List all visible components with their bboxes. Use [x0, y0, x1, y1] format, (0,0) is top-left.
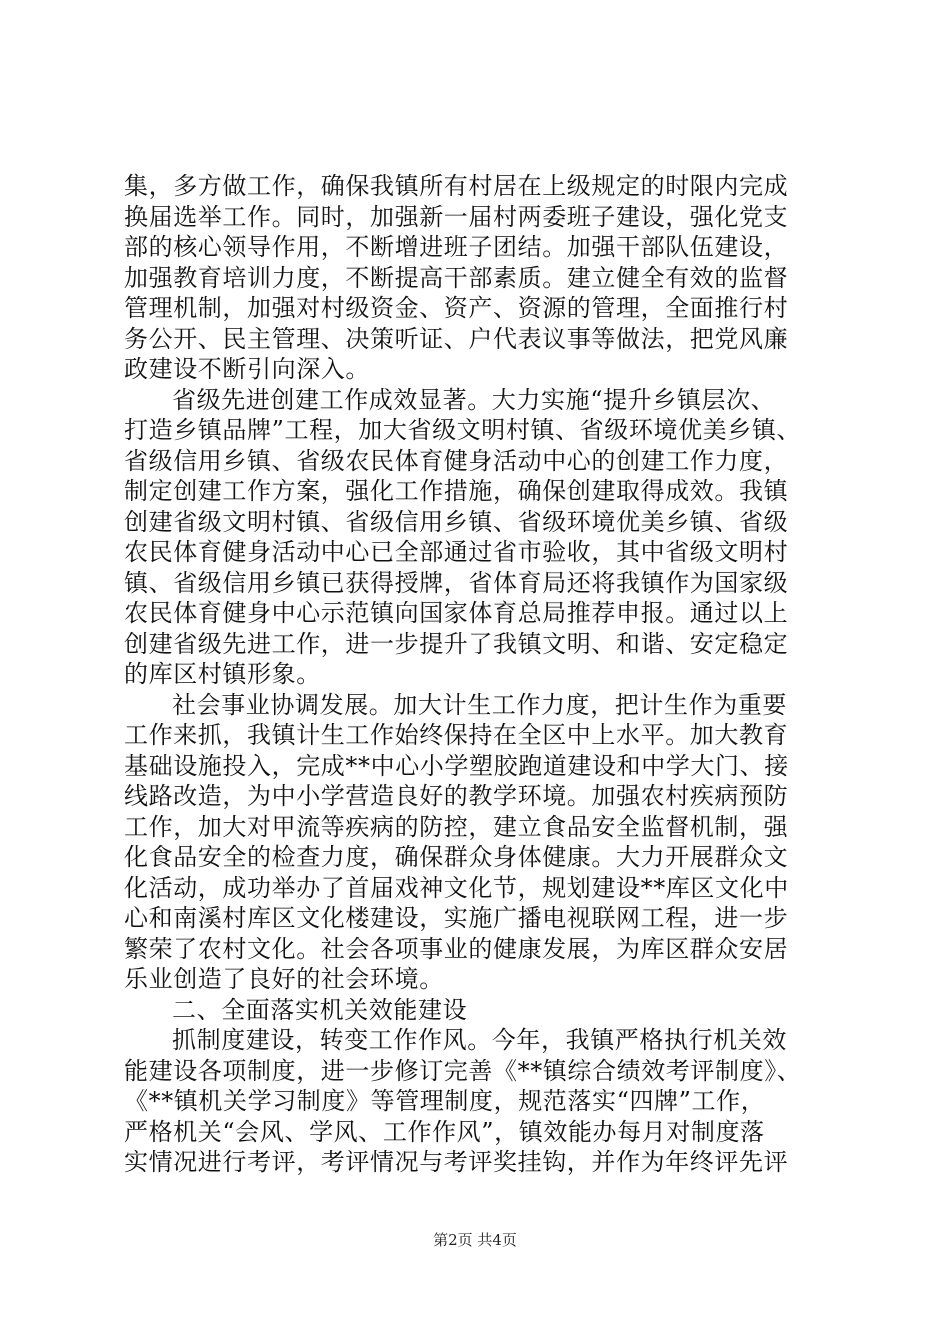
text-line: 《**镇机关学习制度》等管理制度，规范落实“四牌”工作，: [124, 1087, 766, 1115]
text-line: 农民体育健身中心示范镇向国家体育总局推荐申报。通过以上: [124, 599, 789, 627]
text-line: 的库区村镇形象。: [124, 660, 321, 688]
section-heading: 二、全面落实机关效能建设: [172, 995, 468, 1024]
text-line: 省级信用乡镇、省级农民体育健身活动中心的创建工作力度，: [124, 446, 789, 475]
text-line: 工作来抓，我镇计生工作始终保持在全区中上水平。加大教育: [124, 721, 789, 749]
text-line: 严格机关“会风、学风、工作作风”，镇效能办每月对制度落: [124, 1117, 765, 1146]
text-line: 乐业创造了良好的社会环境。: [124, 965, 444, 993]
text-line: 集，多方做工作，确保我镇所有村居在上级规定的时限内完成: [124, 172, 789, 200]
text-line: 制定创建工作方案，强化工作措施，确保创建取得成效。我镇: [124, 477, 789, 505]
document-body: [124, 171, 836, 1178]
paragraph-start-line: 抓制度建设，转变工作作风。今年，我镇严格执行机关效: [172, 1026, 787, 1054]
text-line: 农民体育健身活动中心已全部通过省市验收，其中省级文明村: [124, 538, 789, 566]
text-line: 线路改造，为中小学营造良好的教学环境。加强农村疾病预防: [124, 782, 789, 810]
paragraph-start-line: 社会事业协调发展。加大计生工作力度，把计生作为重要: [172, 690, 787, 719]
text-line: 创建省级文明村镇、省级信用乡镇、省级环境优美乡镇、省级: [124, 507, 789, 536]
text-line: 基础设施投入，完成**中心小学塑胶跑道建设和中学大门、接: [124, 751, 789, 780]
text-line: 务公开、民主管理、决策听证、户代表议事等做法，把党风廉: [124, 324, 789, 353]
text-line: 部的核心领导作用，不断增进班子团结。加强干部队伍建设，: [124, 233, 789, 261]
text-line: 能建设各项制度，进一步修订完善《**镇综合绩效考评制度》、: [124, 1056, 802, 1085]
text-line: 加强教育培训力度，不断提高干部素质。建立健全有效的监督: [124, 263, 789, 292]
text-line: 政建设不断引向深入。: [124, 355, 370, 383]
text-line: 化活动，成功举办了首届戏神文化节，规划建设**库区文化中: [124, 873, 789, 902]
text-line: 化食品安全的检查力度，确保群众身体健康。大力开展群众文: [124, 843, 789, 871]
text-line: 创建省级先进工作，进一步提升了我镇文明、和谐、安定稳定: [124, 629, 789, 658]
text-line: 繁荣了农村文化。社会各项事业的健康发展，为库区群众安居: [124, 934, 789, 963]
text-line: 镇、省级信用乡镇已获得授牌，省体育局还将我镇作为国家级: [124, 568, 789, 597]
text-line: 实情况进行考评，考评情况与考评奖挂钩，并作为年终评先评: [124, 1148, 789, 1176]
text-line: 工作，加大对甲流等疾病的防控，建立食品安全监督机制，强: [124, 812, 789, 841]
paragraph-start-line: 省级先进创建工作成效显著。大力实施“提升乡镇层次、: [172, 385, 776, 414]
text-line: 换届选举工作。同时，加强新一届村两委班子建设，强化党支: [124, 202, 789, 231]
page-footer: 第2页 共4页: [433, 1231, 517, 1249]
text-line: 打造乡镇品牌”工程，加大省级文明村镇、省级环境优美乡镇、: [124, 416, 802, 444]
text-line: 心和南溪村库区文化楼建设，实施广播电视联网工程，进一步: [124, 904, 789, 932]
text-line: 管理机制，加强对村级资金、资产、资源的管理，全面推行村: [124, 294, 789, 322]
